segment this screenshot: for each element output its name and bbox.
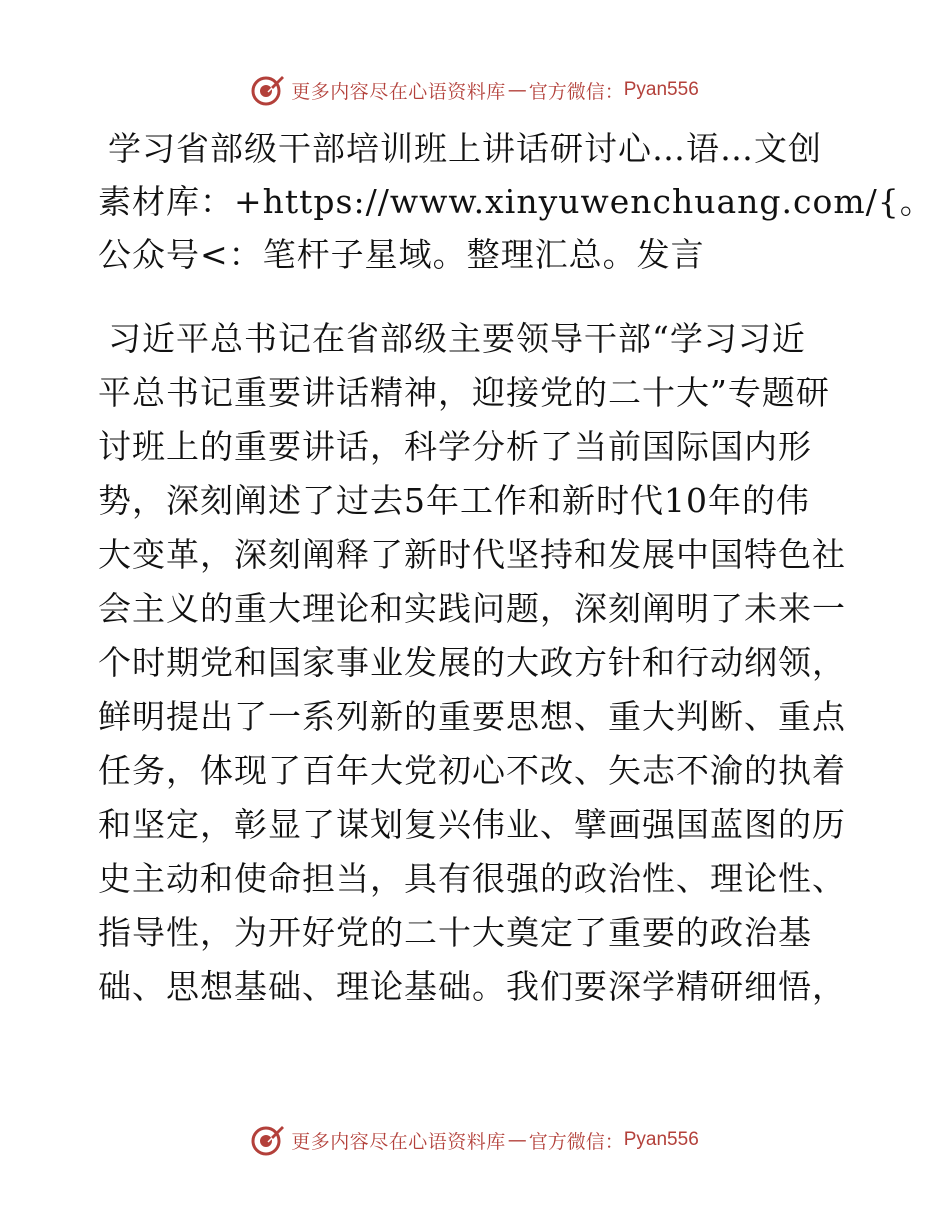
banner-text: 更多内容尽在心语资料库: [291, 80, 506, 103]
body-line: 础、思想基础、理论基础。我们要深学精研细悟，: [98, 967, 846, 1006]
pen-seal-icon: [251, 73, 285, 107]
body-line: 习近平总书记在省部级主要领导干部“学习习近: [108, 319, 806, 358]
body-line: 史主动和使命担当，具有很强的政治性、理论性、: [98, 859, 846, 898]
pen-seal-icon: [251, 1123, 285, 1157]
banner-text: 更多内容尽在心语资料库: [291, 1130, 506, 1153]
body-line: 和坚定，彰显了谋划复兴伟业、擘画强国蓝图的历: [98, 805, 846, 844]
body-line: 讨班上的重要讲话，科学分析了当前国际国内形: [98, 427, 812, 466]
body-line: 势，深刻阐述了过去5年工作和新时代10年的伟: [98, 481, 810, 520]
banner-wechat-id: Pyan556: [623, 79, 699, 100]
title-line: 公众号<：笔杆子星域。整理汇总。发言: [98, 235, 705, 274]
header-banner: [0, 70, 950, 110]
banner-wechat-id: Pyan556: [623, 1129, 699, 1150]
footer-banner: [0, 1120, 950, 1160]
body-line: 大变革，深刻阐释了新时代坚持和发展中国特色社: [98, 535, 846, 574]
banner-dash: —: [507, 79, 527, 101]
body-line: 会主义的重大理论和实践问题，深刻阐明了未来一: [98, 589, 846, 628]
body-line: 任务，体现了百年大党初心不改、矢志不渝的执着: [98, 751, 846, 790]
document-title: [98, 122, 934, 281]
body-line: 指导性，为开好党的二十大奠定了重要的政治基: [98, 913, 812, 952]
body-line: 鲜明提出了一系列新的重要思想、重大判断、重点: [98, 697, 846, 736]
document-body: [98, 312, 858, 1014]
banner-dash: —: [507, 1129, 527, 1151]
body-line: 个时期党和国家事业发展的大政方针和行动纲领，: [98, 643, 846, 682]
banner-wechat-label: 官方微信：: [528, 1130, 624, 1153]
title-line: 素材库：+https://www.xinyuwenchuang.com/{。: [98, 182, 934, 221]
title-line: 学习省部级干部培训班上讲话研讨心…语…文创: [108, 129, 822, 168]
banner-wechat-label: 官方微信：: [528, 80, 624, 103]
body-line: 平总书记重要讲话精神，迎接党的二十大”专题研: [98, 373, 830, 412]
